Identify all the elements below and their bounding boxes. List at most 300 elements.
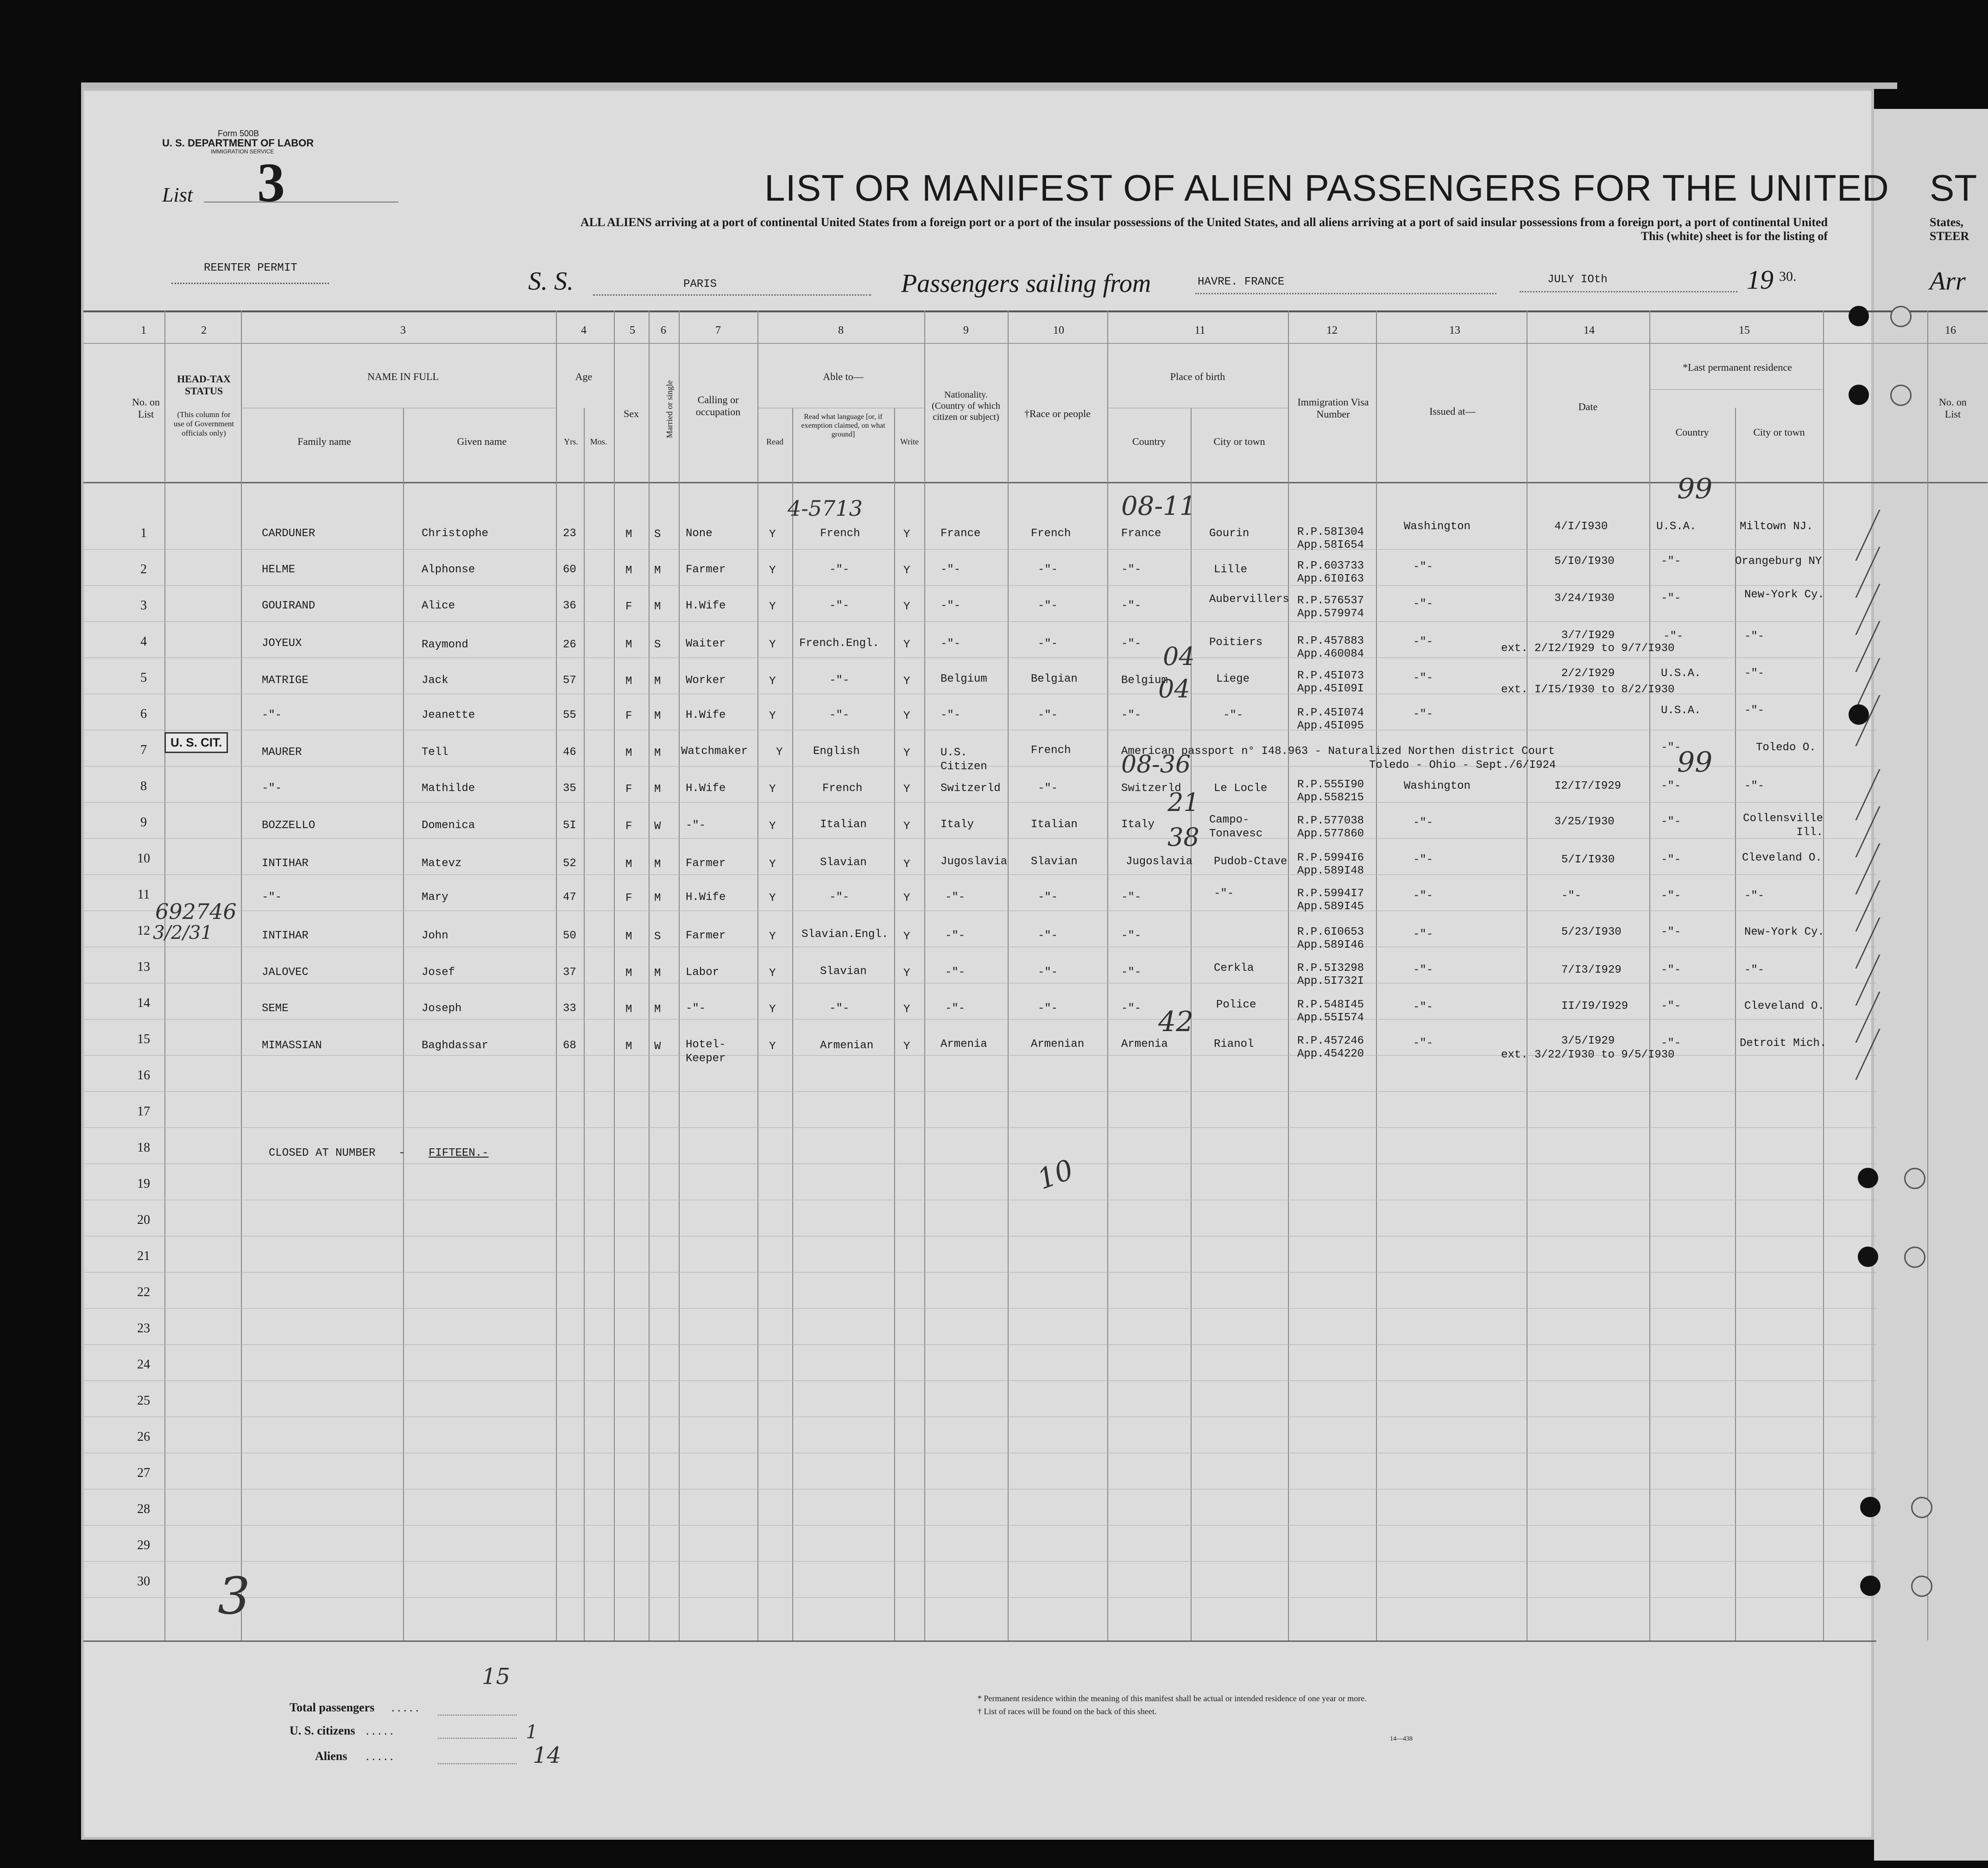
read: Y: [769, 710, 776, 722]
residence-city: New-York Cy.: [1744, 589, 1824, 601]
nationality: -"-: [945, 930, 966, 942]
handwritten-note: 08-11: [1121, 491, 1196, 521]
occupation: Worker: [686, 674, 726, 687]
list-number: 3: [257, 152, 285, 213]
visa-app-number: App.577860: [1297, 828, 1364, 840]
write: Y: [903, 639, 910, 651]
age-years: 60: [563, 564, 576, 576]
write: Y: [903, 1040, 910, 1053]
closed-at-value: FIFTEEN.-: [429, 1147, 489, 1159]
family-name: HELME: [262, 564, 296, 576]
language: -"-: [829, 891, 850, 904]
list-underline: [204, 202, 398, 203]
birth-city: -"-: [1223, 709, 1243, 722]
residence-city: Toledo O.: [1756, 741, 1816, 754]
read: Y: [769, 892, 776, 905]
age-years: 52: [563, 857, 576, 870]
nationality: Switzerld: [940, 782, 1001, 795]
birth-city: Rianol: [1214, 1038, 1254, 1051]
given-name: Alice: [422, 600, 455, 612]
issue-date: 5/I0/I930: [1554, 555, 1615, 568]
total-passengers-dots: . . . . .: [391, 1701, 419, 1714]
residence-subrule: [1649, 389, 1823, 390]
residence-country: -"-: [1661, 1000, 1681, 1013]
nationality: -"-: [945, 1002, 966, 1015]
race: -"-: [1038, 709, 1058, 722]
nationality: -"-: [940, 564, 961, 576]
marital-status: M: [654, 564, 661, 577]
facing-page: [1874, 109, 1988, 1861]
nationality: -"-: [940, 638, 961, 650]
residence-city: -"-: [1744, 780, 1765, 792]
issued-at: Washington: [1404, 520, 1471, 533]
given-name: Jeanette: [422, 709, 475, 722]
issue-date: 3/24/I930: [1554, 592, 1615, 605]
birth-country: -"-: [1121, 709, 1142, 722]
nationality: -"-: [945, 966, 966, 979]
visa-app-number: App.6I0I63: [1297, 573, 1364, 585]
race: -"-: [1038, 564, 1058, 576]
us-citizens-label: U. S. citizens: [290, 1724, 355, 1737]
issued-at: -"-: [1413, 928, 1433, 941]
marital-status: M: [654, 710, 661, 722]
read: Y: [769, 820, 776, 833]
write: Y: [903, 1003, 910, 1016]
birth-city: Poitiers: [1209, 636, 1263, 649]
year-prefix: 19: [1747, 265, 1773, 295]
given-name: Alphonse: [422, 564, 475, 576]
issue-date: 7/I3/I929: [1561, 964, 1622, 976]
occupation: Labor: [686, 966, 719, 979]
given-name: Joseph: [422, 1002, 462, 1015]
sex: M: [625, 967, 632, 980]
sex: M: [625, 528, 632, 541]
family-name: MIMASSIAN: [262, 1039, 322, 1052]
language: -"-: [829, 1002, 850, 1015]
occupation: H.Wife: [686, 709, 726, 722]
birth-country: -"-: [1121, 600, 1142, 612]
ship-name: PARIS: [683, 278, 717, 291]
us-citizen-stamp: U. S. CIT.: [164, 732, 228, 753]
race: Armenian: [1031, 1038, 1085, 1051]
language: French: [822, 782, 863, 795]
handwritten-note: 14: [533, 1742, 562, 1768]
visa-number: R.P.45I074: [1297, 707, 1364, 719]
sex: M: [625, 1003, 632, 1016]
birth-city: Pudob-Ctave: [1214, 855, 1287, 868]
visa-app-number: App.45I09I: [1297, 683, 1364, 695]
visa-app-number: App.589I45: [1297, 900, 1364, 913]
sex: F: [625, 820, 632, 833]
reentry-permit-label: REENTER PERMIT: [204, 262, 297, 274]
residence-country: -"-: [1661, 555, 1681, 568]
list-label: List: [162, 184, 193, 206]
write: Y: [903, 601, 910, 613]
issued-at: -"-: [1413, 561, 1433, 573]
language: French.Engl.: [799, 637, 879, 650]
handwritten-note: 10: [1033, 1153, 1078, 1196]
age-years: 23: [563, 527, 576, 540]
issue-date: 3/7/I929: [1561, 629, 1615, 642]
facing-sub-2: STEER: [1930, 229, 1969, 243]
birth-country: -"-: [1121, 1002, 1142, 1015]
issue-date: 2/2/I929: [1561, 667, 1615, 680]
race: -"-: [1038, 930, 1058, 942]
extension-note: ext. I/I5/I930 to 8/2/I930: [1501, 684, 1675, 696]
family-name: JALOVEC: [262, 966, 309, 979]
occupation: None: [686, 527, 713, 540]
language: English: [813, 745, 860, 758]
occupation: H.Wife: [686, 782, 726, 795]
marital-status: S: [654, 639, 661, 651]
birth-city: Liege: [1216, 673, 1250, 685]
sex: M: [625, 747, 632, 760]
write: Y: [903, 564, 910, 577]
issued-at: -"-: [1413, 708, 1433, 721]
age-years: 50: [563, 930, 576, 942]
marital-status: M: [654, 675, 661, 688]
handwritten-note: 3: [218, 1566, 250, 1626]
visa-app-number: App.454220: [1297, 1048, 1364, 1060]
issued-at: -"-: [1413, 672, 1433, 684]
handwritten-note: 99: [1677, 746, 1713, 779]
given-name: Domenica: [422, 819, 475, 832]
facing-sub-1: States,: [1930, 215, 1963, 229]
birth-country: -"-: [1121, 930, 1142, 942]
visa-app-number: App.579974: [1297, 608, 1364, 620]
visa-number: R.P.576537: [1297, 595, 1364, 607]
birth-country: France: [1121, 527, 1161, 540]
birth-country: Jugoslavia: [1126, 855, 1193, 868]
residence-city: Orangeburg NY: [1735, 555, 1822, 568]
read: Y: [769, 783, 776, 796]
issued-at: -"-: [1413, 1001, 1433, 1013]
age-years: 36: [563, 600, 576, 612]
write: Y: [903, 820, 910, 833]
table-top-rule: [83, 310, 1988, 312]
occupation: H.Wife: [686, 891, 726, 904]
residence-country: -"-: [1661, 816, 1681, 828]
marital-status: S: [654, 528, 661, 541]
issued-at: -"-: [1413, 636, 1433, 648]
birth-country: -"-: [1121, 891, 1142, 904]
visa-number: R.P.5994I7: [1297, 887, 1364, 900]
aliens-line: [438, 1763, 517, 1764]
manifest-subtitle-1: ALL ALIENS arriving at a port of continental United States from a foreign port or a port of the insular possessions of the United States, and all aliens arriving at a port of said insular possessions from a foreign port, a port of continental United: [580, 215, 1828, 229]
sex: F: [625, 783, 632, 796]
extension-note: ext. 2/I2/I929 to 9/7/I930: [1501, 642, 1675, 655]
race: -"-: [1038, 600, 1058, 612]
handwritten-note: 99: [1677, 473, 1713, 505]
race: -"-: [1038, 638, 1058, 650]
departure-port: HAVRE. FRANCE: [1198, 276, 1285, 288]
language: -"-: [829, 600, 850, 612]
write: Y: [903, 967, 910, 980]
total-passengers-label: Total passengers: [290, 1701, 375, 1714]
nationality: -"-: [945, 891, 966, 904]
birth-country: -"-: [1121, 564, 1142, 576]
birth-country: Armenia: [1121, 1038, 1168, 1051]
visa-app-number: App.460084: [1297, 648, 1364, 660]
read: Y: [769, 564, 776, 577]
marital-status: S: [654, 931, 661, 943]
handwritten-note: 04: [1163, 642, 1195, 671]
marital-status: M: [654, 747, 661, 760]
write: Y: [903, 892, 910, 905]
birth-country: -"-: [1121, 966, 1142, 979]
ship-underline: [593, 294, 871, 296]
marital-status: M: [654, 892, 661, 905]
language: Slavian: [820, 856, 867, 869]
print-code: 14—438: [1390, 1735, 1413, 1742]
birth-country: Belgium: [1121, 674, 1168, 687]
date-underline: [1520, 291, 1737, 292]
issued-at: -"-: [1413, 964, 1433, 976]
visa-number: R.P.457883: [1297, 635, 1364, 647]
age-years: 33: [563, 1002, 576, 1015]
read: Y: [769, 675, 776, 688]
marital-status: W: [654, 1040, 661, 1053]
family-name: JOYEUX: [262, 637, 302, 650]
given-name: John: [422, 930, 448, 942]
race: Belgian: [1031, 673, 1078, 685]
residence-city: -"-: [1744, 964, 1765, 976]
marital-status: M: [654, 858, 661, 871]
family-name: SEME: [262, 1002, 289, 1015]
occupation: Farmer: [686, 930, 726, 942]
issued-at: -"-: [1413, 817, 1433, 829]
residence-country: U.S.A.: [1661, 704, 1701, 717]
marital-status: M: [654, 967, 661, 980]
age-years: 37: [563, 966, 576, 979]
visa-number: R.P.58I304: [1297, 526, 1364, 538]
aliens-dots: . . . . .: [366, 1749, 393, 1763]
issue-date: 4/I/I930: [1554, 520, 1608, 533]
family-name: INTIHAR: [262, 930, 309, 942]
issued-at: -"-: [1413, 890, 1433, 902]
visa-number: R.P.603733: [1297, 560, 1364, 572]
sex: F: [625, 601, 632, 613]
sex: F: [625, 892, 632, 905]
visa-number: R.P.457246: [1297, 1035, 1364, 1047]
occupation: -"-: [686, 1002, 706, 1015]
issued-at: -"-: [1413, 598, 1433, 610]
language: Italian: [820, 818, 867, 831]
residence-city: Collensville Ill.: [1743, 812, 1823, 839]
occupation: Waiter: [686, 638, 726, 650]
occupation: Farmer: [686, 857, 726, 870]
birth-city: Police: [1216, 999, 1256, 1011]
sex: M: [625, 1040, 632, 1053]
visa-app-number: App.589I48: [1297, 865, 1364, 877]
write: Y: [903, 747, 910, 760]
given-name: Raymond: [422, 639, 468, 651]
write: Y: [903, 528, 910, 541]
birth-city: Campo-Tonavesc: [1209, 814, 1263, 840]
given-name: Mathilde: [422, 782, 475, 795]
residence-country: -"-: [1661, 890, 1681, 902]
visa-app-number: App.58I654: [1297, 539, 1364, 551]
footnote-residence: * Permanent residence within the meaning of this manifest shall be actual or intended residence of one year or more.: [978, 1694, 1367, 1703]
naturalization-note-1: American passport n° I48.963 - Naturalized Northen district Court: [1121, 745, 1555, 758]
issue-date: I2/I7/I929: [1554, 780, 1622, 792]
age-years: 55: [563, 709, 576, 722]
residence-country: -"-: [1661, 780, 1681, 792]
read: Y: [769, 639, 776, 651]
marital-status: M: [654, 783, 661, 796]
handwritten-note: 3/2/31: [153, 922, 213, 943]
occupation: Hotel-Keeper: [686, 1038, 726, 1065]
residence-city: Miltown NJ.: [1740, 520, 1813, 533]
port-underline: [1195, 293, 1496, 294]
visa-app-number: App.5I732I: [1297, 975, 1364, 988]
residence-country: -"-: [1661, 741, 1681, 754]
handwritten-note: 692746: [155, 899, 237, 924]
residence-city: -"-: [1744, 667, 1765, 680]
residence-city: Detroit Mich.: [1740, 1037, 1827, 1050]
sex: M: [625, 639, 632, 651]
read: Y: [769, 931, 776, 943]
handwritten-note: 21: [1168, 788, 1199, 817]
residence-country: -"-: [1661, 926, 1681, 938]
issue-date: 3/5/I929: [1561, 1035, 1615, 1047]
given-name: Tell: [422, 746, 448, 759]
closed-at-label: CLOSED AT NUMBER: [269, 1147, 376, 1159]
manifest-subtitle-2: This (white) sheet is for the listing of: [1641, 229, 1828, 243]
issue-date: II/I9/I929: [1561, 1000, 1628, 1013]
issued-at: -"-: [1413, 854, 1433, 866]
birth-city: -"-: [1214, 887, 1234, 900]
residence-city: -"-: [1744, 890, 1765, 902]
language: Slavian: [820, 965, 867, 978]
race: Italian: [1031, 818, 1078, 831]
footnote-races: † List of races will be found on the back of this sheet.: [978, 1707, 1157, 1716]
sex: F: [625, 710, 632, 722]
race: -"-: [1038, 782, 1058, 795]
read: Y: [769, 1040, 776, 1053]
family-name: MATRIGE: [262, 674, 309, 687]
language: -"-: [829, 674, 850, 687]
sex: M: [625, 564, 632, 577]
department-name: U. S. DEPARTMENT OF LABOR: [162, 137, 314, 149]
residence-country: -"-: [1661, 592, 1681, 605]
form-number: Form 500B: [218, 129, 259, 138]
birth-city: Aubervillers: [1209, 593, 1289, 606]
write: Y: [903, 710, 910, 722]
age-years: 68: [563, 1039, 576, 1052]
closed-at-dash: -: [398, 1147, 405, 1159]
nationality: Italy: [940, 818, 974, 831]
us-citizens-line: [438, 1738, 517, 1739]
given-name: Jack: [422, 674, 448, 687]
manifest-title: LIST OR MANIFEST OF ALIEN PASSENGERS FOR THE UNITED: [764, 167, 1889, 209]
family-name: GOUIRAND: [262, 600, 316, 612]
read: Y: [776, 746, 783, 759]
handwritten-note: 38: [1168, 823, 1199, 852]
reentry-underline: [171, 283, 329, 284]
marital-status: M: [654, 601, 661, 613]
marital-status: W: [654, 820, 661, 833]
total-passengers-line: [438, 1715, 517, 1716]
visa-number: R.P.548I45: [1297, 999, 1364, 1011]
family-name: CARDUNER: [262, 527, 316, 540]
issue-date: 3/25/I930: [1554, 816, 1615, 828]
nationality: -"-: [940, 709, 961, 722]
residence-country: U.S.A.: [1656, 520, 1697, 533]
read: Y: [769, 967, 776, 980]
departure-date: JULY IOth: [1547, 273, 1608, 286]
age-years: 57: [563, 674, 576, 687]
table-bottom-rule: [83, 1640, 1876, 1642]
nationality: Armenia: [940, 1038, 987, 1051]
write: Y: [903, 931, 910, 943]
age-years: 46: [563, 746, 576, 759]
visa-app-number: App.558215: [1297, 792, 1364, 804]
race: Slavian: [1031, 855, 1078, 868]
nationality: -"-: [940, 600, 961, 612]
race: -"-: [1038, 966, 1058, 979]
read: Y: [769, 858, 776, 871]
nationality: Jugoslavia: [940, 855, 1008, 868]
family-name: MAURER: [262, 746, 302, 759]
sex: M: [625, 858, 632, 871]
visa-number: R.P.5994I6: [1297, 852, 1364, 864]
write: Y: [903, 675, 910, 688]
residence-city: Cleveland O.: [1744, 1000, 1824, 1013]
language: Armenian: [820, 1039, 874, 1052]
nationality: Belgium: [940, 673, 987, 685]
handwritten-note: 4-5713: [788, 496, 863, 521]
occupation: -"-: [686, 819, 706, 832]
read: Y: [769, 1003, 776, 1016]
residence-city: -"-: [1744, 630, 1765, 643]
visa-number: R.P.45I073: [1297, 670, 1364, 682]
given-name: Baghdassar: [422, 1039, 489, 1052]
us-citizens-dots: . . . . .: [366, 1724, 393, 1737]
family-name: -"-: [262, 891, 282, 904]
issue-date: 5/23/I930: [1561, 926, 1622, 938]
race: French: [1031, 527, 1071, 540]
visa-number: R.P.555I90: [1297, 779, 1364, 791]
given-name: Christophe: [422, 527, 489, 540]
visa-number: R.P.5I3298: [1297, 962, 1364, 975]
age-years: 26: [563, 639, 576, 651]
age-years: 47: [563, 891, 576, 904]
residence-city: Cleveland O.: [1742, 852, 1822, 864]
handwritten-note: 1: [526, 1722, 538, 1743]
visa-app-number: App.589I46: [1297, 939, 1364, 951]
birth-city: Gourin: [1209, 527, 1250, 540]
family-name: -"-: [262, 709, 282, 722]
race: French: [1031, 744, 1071, 757]
aliens-label: Aliens: [315, 1749, 347, 1763]
read: Y: [769, 601, 776, 613]
birth-country: -"-: [1121, 638, 1142, 650]
race: -"-: [1038, 891, 1058, 904]
residence-city: New-York Cy.: [1744, 926, 1824, 938]
birth-city: Cerkla: [1214, 962, 1254, 975]
birth-city: Le Locle: [1214, 782, 1268, 795]
write: Y: [903, 783, 910, 796]
residence-country: -"-: [1661, 964, 1681, 976]
residence-country: -"-: [1661, 1037, 1681, 1050]
column-number-rule: [83, 343, 1988, 344]
birth-country: Italy: [1121, 818, 1155, 831]
issue-date: 5/I/I930: [1561, 854, 1615, 866]
given-name: Josef: [422, 966, 455, 979]
nationality: U.S. Citizen: [940, 747, 987, 773]
occupation: Farmer: [686, 564, 726, 576]
